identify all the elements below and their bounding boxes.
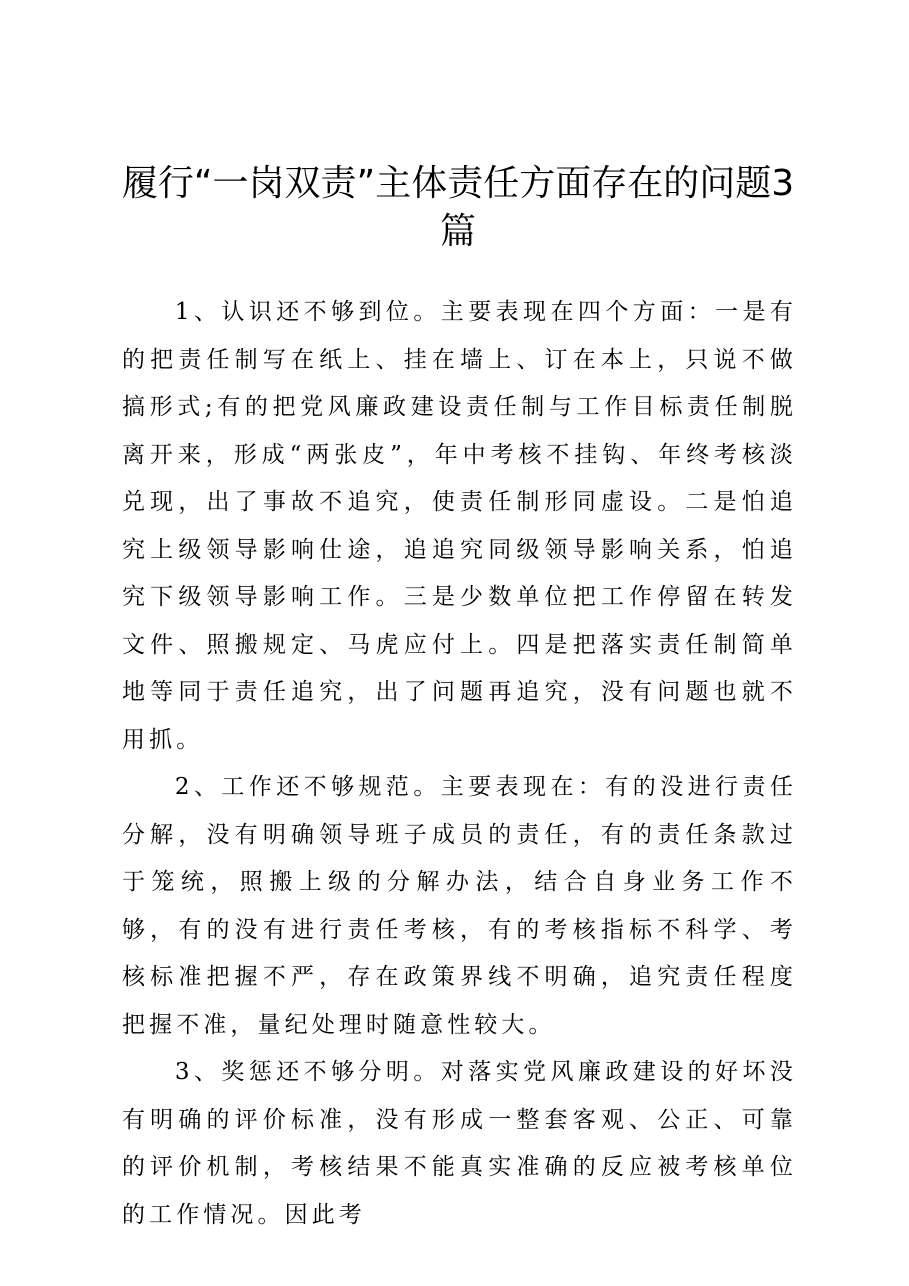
paragraph-1: 1、认识还不够到位。主要表现在四个方面：一是有的把责任制写在纸上、挂在墙上、订在本上，只说不做搞形式;有的把党风廉政建设责任制与工作目标责任制脱离开来，形成“两张皮”，年中考核不挂钩、年终考核淡兑现，出了事故不追究，使责任制形同虚设。二是怕追究上级领导影响仕途，追追究同级领导影响关系，怕追究下级领导影响工作。三是少数单位把工作停留在转发文件、照搬规定、马虎应付上。四是把落实责任制简单地等同于责任追究，出了问题再追究，没有问题也就不用抓。 (122, 299, 797, 753)
document-body (122, 289, 797, 1239)
document-title: 履行“一岗双责”主体责任方面存在的问题3篇 (121, 163, 795, 252)
paragraph-2: 2、工作还不够规范。主要表现在：有的没进行责任分解，没有明确领导班子成员的责任，有的责任条款过于笼统，照搬上级的分解办法，结合自身业务工作不够，有的没有进行责任考核，有的考核指标不科学、考核标准把握不严，存在政策界线不明确，追究责任程度把握不准，量纪处理时随意性较大。 (122, 774, 797, 1038)
paragraph-3: 3、奖惩还不够分明。对落实党风廉政建设的好坏没有明确的评价标准，没有形成一整套客观、公正、可靠的评价机制，考核结果不能真实准确的反应被考核单位的工作情况。因此考 (122, 1059, 797, 1228)
